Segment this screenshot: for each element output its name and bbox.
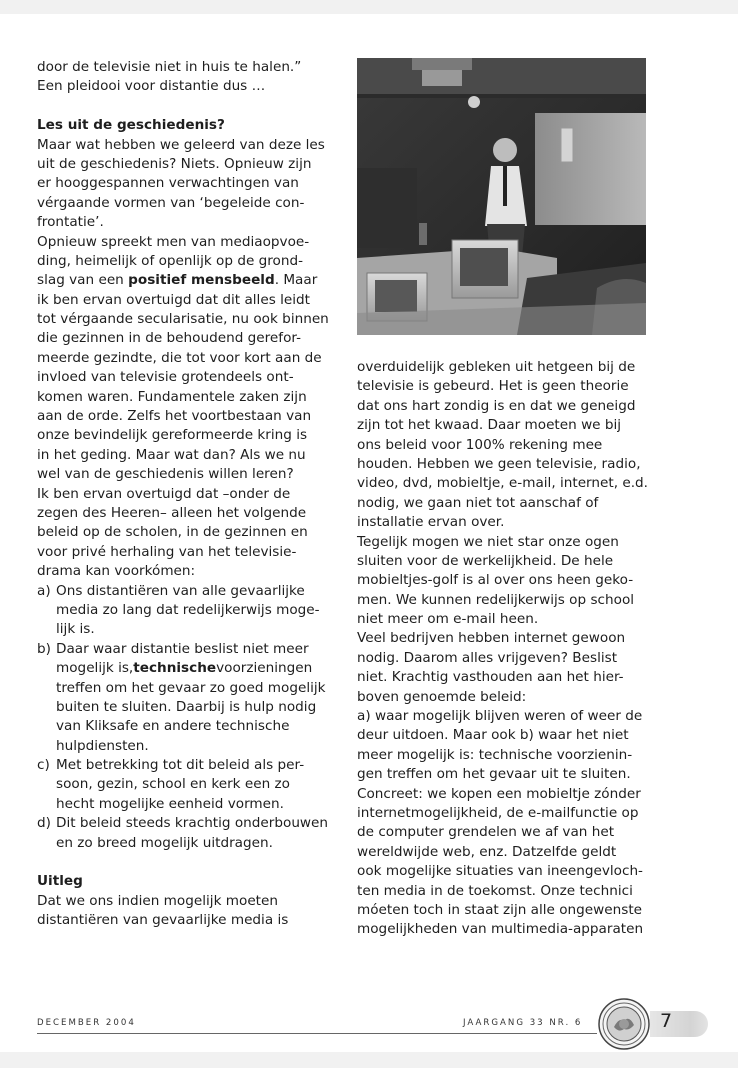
- list-item-continuation: soon, gezin, school en kerk een zo: [56, 776, 290, 793]
- text-line: overduidelijk gebleken uit hetgeen bij de: [357, 359, 636, 375]
- list-item-continuation: en zo breed mogelijk uitdragen.: [56, 834, 273, 851]
- list-marker: b): [37, 640, 51, 657]
- text-line: Tegelijk mogen we niet star onze ogen: [357, 533, 619, 550]
- text-line: wel van de geschiedenis willen leren?: [37, 466, 294, 483]
- text-line: Ik ben ervan overtuigd dat –onder de: [37, 485, 291, 502]
- text-line: a) waar mogelijk blijven weren of weer de: [357, 708, 643, 725]
- text-line: deur uitdoen. Maar ook b) waar het niet: [357, 727, 629, 744]
- page-bottom-edge: [0, 1052, 738, 1068]
- text-line: tot vérgaande secularisatie, nu ook binnen: [37, 311, 329, 328]
- text-line: nodig. Daarom alles vrijgeven? Beslist: [357, 649, 618, 666]
- text-line: installatie ervan over.: [357, 514, 505, 531]
- footer-divider: [37, 1033, 597, 1034]
- text-line: ook mogelijke situaties van ineengevloch-: [357, 863, 643, 880]
- list-item-continuation: mogelijk is, technische voorzieningen: [37, 659, 337, 678]
- policy-list: [37, 582, 337, 853]
- text-line: de computer grendelen we af van het: [357, 824, 615, 841]
- text-line: beleid op de scholen, in de gezinnen en: [37, 524, 308, 541]
- text-line: niet meer om e-mail heen.: [357, 611, 539, 628]
- magazine-seal-icon: [597, 997, 651, 1051]
- text-line: televisie is gebeurd. Het is geen theorie: [357, 378, 629, 395]
- text-line: men. We kunnen redelijkerwijs op school: [357, 591, 635, 608]
- text-line: sluiten voor de werkelijkheid. De hele: [357, 552, 614, 569]
- page-number: 7: [660, 1010, 673, 1032]
- text-line: Opnieuw spreekt men van mediaopvoe-: [37, 233, 310, 250]
- text-line: door de televisie niet in huis te halen.”: [37, 59, 302, 75]
- text-line: gen treffen om het gevaar uit te sluiten.: [357, 766, 631, 783]
- list-item-continuation: hecht mogelijke eenheid vormen.: [56, 795, 284, 812]
- text-line: slag van een positief mensbeeld. Maar: [37, 272, 318, 289]
- text-line: Een pleidooi voor distantie dus …: [37, 78, 266, 95]
- text-line: nodig, we gaan niet tot aanschaf of: [357, 494, 599, 511]
- text-line: mogelijkheden van multimedia-apparaten: [357, 921, 644, 938]
- right-column: [357, 358, 652, 940]
- text-line: meerde gezindte, die tot voor kort aan de: [37, 349, 322, 366]
- text-line: uit de geschiedenis? Niets. Opnieuw zijn: [37, 155, 312, 172]
- text-line: ten media in de toekomst. Onze technici: [357, 882, 633, 899]
- list-item-continuation: lijk is.: [56, 621, 95, 638]
- text-line: internetmogelijkheid, de e-mailfunctie op: [357, 804, 639, 821]
- list-item: c) Met betrekking tot dit beleid als per-: [37, 756, 337, 775]
- text-line: Concreet: we kopen een mobieltje zónder: [357, 785, 641, 802]
- list-item-continuation: treffen om het gevaar zo goed mogelijk: [56, 679, 326, 696]
- text-line: houden. Hebben we geen televisie, radio,: [357, 455, 641, 472]
- list-item: a) Ons distantiëren van alle gevaarlijke: [37, 582, 337, 601]
- text-line: die gezinnen in de behoudend gerefor-: [37, 330, 302, 347]
- text-line: aan de orde. Zelfs het voortbestaan van: [37, 408, 312, 425]
- text-line: ons beleid voor 100% rekening mee: [357, 436, 603, 453]
- text-line: Maar wat hebben we geleerd van deze les: [37, 136, 325, 153]
- list-marker: d): [37, 815, 51, 832]
- text-line: ik ben ervan overtuigd dat dit alles leidt: [37, 291, 310, 308]
- text-line: móeten toch in staat zijn alle ongewenste: [357, 901, 643, 918]
- text-line: ding, heimelijk of openlijk op de grond-: [37, 252, 304, 269]
- text-line: voor privé herhaling van het televisie-: [37, 543, 297, 560]
- list-marker: a): [37, 582, 51, 599]
- text-line: er hooggespannen verwachtingen van: [37, 175, 299, 192]
- section-heading-uitleg: Uitleg: [37, 873, 83, 890]
- text-line: distantiëren van gevaarlijke media is: [37, 912, 289, 929]
- uitleg-paragraph: [37, 892, 337, 931]
- list-item-continuation: media zo lang dat redelijkerwijs moge-: [56, 601, 320, 618]
- bold-phrase: technische: [133, 660, 217, 677]
- footer-date: DECEMBER 2004: [37, 1018, 136, 1028]
- text-line: komen waren. Fundamentele zaken zijn: [37, 388, 307, 405]
- text-line: wereldwijde web, enz. Datzelfde geldt: [357, 843, 617, 860]
- section-heading-history: Les uit de geschiedenis?: [37, 117, 225, 134]
- text-line: mobieltjes-golf is al over ons heen geko-: [357, 572, 634, 589]
- list-item-continuation: van Kliksafe en andere technische: [56, 718, 290, 735]
- page-number-tab: [650, 1011, 708, 1037]
- list-item: d) Dit beleid steeds krachtig onderbouwen: [37, 814, 337, 833]
- text-line: in het geding. Maar wat dan? Als we nu: [37, 446, 306, 463]
- text-line: video, dvd, mobieltje, e-mail, internet, e.d.: [357, 475, 648, 492]
- list-marker: c): [37, 757, 50, 774]
- text-line: frontatie’.: [37, 214, 104, 231]
- text-line: meer mogelijk is: technische voorzienin-: [357, 746, 633, 763]
- text-line: vérgaande vormen van ‘begeleide con-: [37, 194, 305, 211]
- text-line: dat ons hart zondig is en dat we geneigd: [357, 397, 636, 414]
- intro-paragraph: [37, 58, 337, 97]
- list-item-continuation: hulpdiensten.: [56, 737, 149, 754]
- text-line: niet. Krachtig vasthouden aan het hier-: [357, 669, 624, 686]
- text-line: zijn tot het kwaad. Daar moeten we bij: [357, 417, 622, 434]
- text-line: onze bevindelijk gereformeerde kring is: [37, 427, 308, 444]
- left-column: [37, 58, 337, 931]
- text-line: zegen des Heeren– alleen het volgende: [37, 504, 307, 521]
- text-line: invloed van televisie grotendeels ont-: [37, 369, 294, 386]
- bold-phrase: positief mensbeeld: [128, 272, 275, 289]
- text-line: drama kan voorkómen:: [37, 563, 196, 580]
- page-top-edge: [0, 0, 738, 14]
- history-paragraph: [37, 136, 337, 582]
- text-line: Dat we ons indien mogelijk moeten: [37, 892, 278, 909]
- photo-illustration: [357, 58, 646, 335]
- classroom-presentation-photo: [357, 58, 646, 335]
- list-item-continuation: buiten te sluiten. Daarbij is hulp nodig: [56, 698, 317, 715]
- footer-issue: JAARGANG 33 NR. 6: [463, 1018, 583, 1028]
- list-item: b) Daar waar distantie beslist niet meer: [37, 640, 337, 659]
- text-line: Veel bedrijven hebben internet gewoon: [357, 630, 626, 647]
- text-line: boven genoemde beleid:: [357, 688, 527, 705]
